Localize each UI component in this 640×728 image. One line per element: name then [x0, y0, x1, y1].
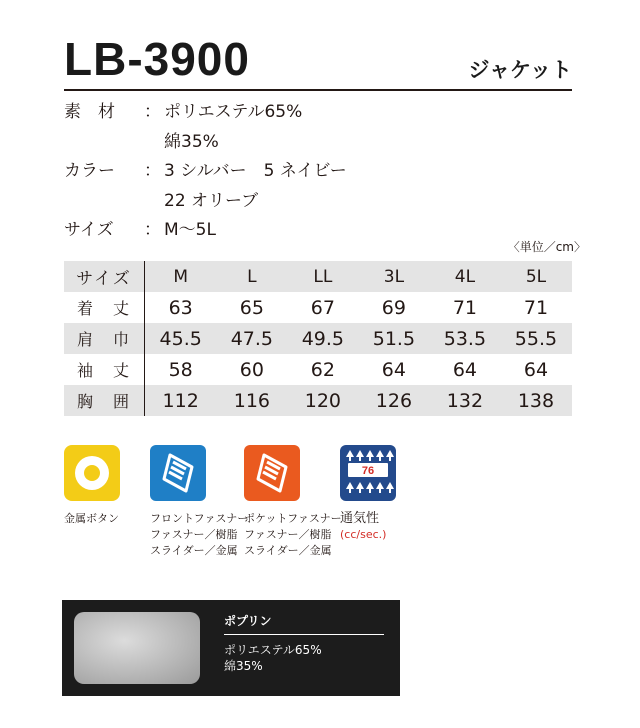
feature-label: フロントファスナー: [150, 512, 249, 525]
table-cell: 55.5: [500, 323, 571, 354]
spec-material-value-2: 綿35%: [164, 132, 219, 152]
table-cell: 67: [310, 296, 335, 319]
fabric-name: ポプリン: [224, 614, 272, 628]
size-header: 3L: [358, 261, 429, 292]
metal-button-icon: [64, 445, 120, 501]
table-cell: 132: [429, 385, 500, 416]
feature-breathability: [340, 445, 420, 543]
table-cell: 45.5: [145, 323, 217, 354]
table-cell: 58: [168, 358, 193, 381]
row-label: 着 丈: [64, 292, 145, 323]
table-row: [64, 323, 572, 354]
size-header: M: [145, 261, 217, 292]
feature-label: ファスナー／樹脂: [244, 528, 332, 541]
table-cell: 138: [500, 385, 571, 416]
size-header: LL: [287, 261, 358, 292]
front-zipper-icon: [150, 445, 206, 501]
size-header: L: [216, 261, 287, 292]
fabric-composition-line: 綿35%: [224, 659, 263, 673]
fabric-rule: [224, 634, 384, 635]
table-cell: 64: [452, 358, 477, 381]
feature-label: ファスナー／樹脂: [150, 528, 238, 541]
table-cell: 116: [216, 385, 287, 416]
row-label: 胸 囲: [64, 385, 145, 416]
size-table: [64, 261, 572, 416]
spec-material-label: 素 材: [64, 102, 115, 122]
feature-pocket-zipper: [244, 445, 342, 559]
table-row: [64, 292, 572, 323]
spec-colon: ：: [144, 102, 161, 122]
table-cell: 47.5: [216, 323, 287, 354]
row-label: 肩 巾: [64, 323, 145, 354]
row-label: 袖 丈: [64, 354, 145, 385]
breathability-icon: [340, 445, 396, 501]
table-header-row: [64, 261, 572, 292]
spec-colon: ：: [144, 220, 161, 240]
fabric-composition: [224, 642, 322, 674]
feature-metal-button: [64, 445, 144, 527]
spec-material-value: ポリエステル65%: [164, 102, 303, 122]
feature-label: 通気性: [340, 511, 380, 526]
table-header-label: サイズ: [64, 261, 145, 292]
spec-size-value: M〜5L: [164, 220, 216, 240]
table-cell: 60: [239, 358, 264, 381]
breathability-badge: 76: [361, 465, 375, 477]
table-cell: 112: [145, 385, 217, 416]
table-cell: 51.5: [358, 323, 429, 354]
table-cell: 64: [523, 358, 549, 381]
table-row: [64, 385, 572, 416]
title-rule: [64, 89, 572, 91]
spec-color-label: カラー: [64, 161, 115, 181]
feature-label: スライダー／金属: [150, 544, 238, 557]
spec-size-label: サイズ: [64, 220, 114, 240]
spec-color-value: 3 シルバー 5 ネイビー: [164, 161, 347, 181]
table-cell: 69: [381, 296, 406, 319]
table-cell: 62: [310, 358, 335, 381]
feature-label: 金属ボタン: [64, 512, 119, 525]
table-cell: 65: [239, 296, 264, 319]
feature-sub-label: (cc/sec.): [340, 528, 387, 541]
table-cell: 49.5: [287, 323, 358, 354]
fabric-composition-line: ポリエステル65%: [224, 643, 322, 657]
feature-label: ポケットファスナー: [244, 512, 342, 525]
table-cell: 71: [523, 296, 549, 319]
fabric-swatch: [74, 612, 200, 684]
table-cell: 63: [168, 296, 193, 319]
table-cell: 71: [452, 296, 477, 319]
table-row: [64, 354, 572, 385]
model-number: LB-3900: [64, 33, 250, 85]
product-category: ジャケット: [468, 58, 572, 82]
table-cell: 120: [287, 385, 358, 416]
table-cell: 126: [358, 385, 429, 416]
size-header: 4L: [429, 261, 500, 292]
spec-color-value-2: 22 オリーブ: [164, 191, 259, 211]
table-cell: 53.5: [429, 323, 500, 354]
spec-colon: ：: [144, 161, 161, 181]
size-header: 5L: [500, 261, 571, 292]
table-cell: 64: [381, 358, 406, 381]
feature-label: スライダー／金属: [244, 544, 332, 557]
fabric-panel: [62, 600, 400, 696]
unit-note: 〈単位／cm〉: [507, 240, 586, 254]
feature-front-zipper: [150, 445, 249, 559]
pocket-zipper-icon: [244, 445, 300, 501]
